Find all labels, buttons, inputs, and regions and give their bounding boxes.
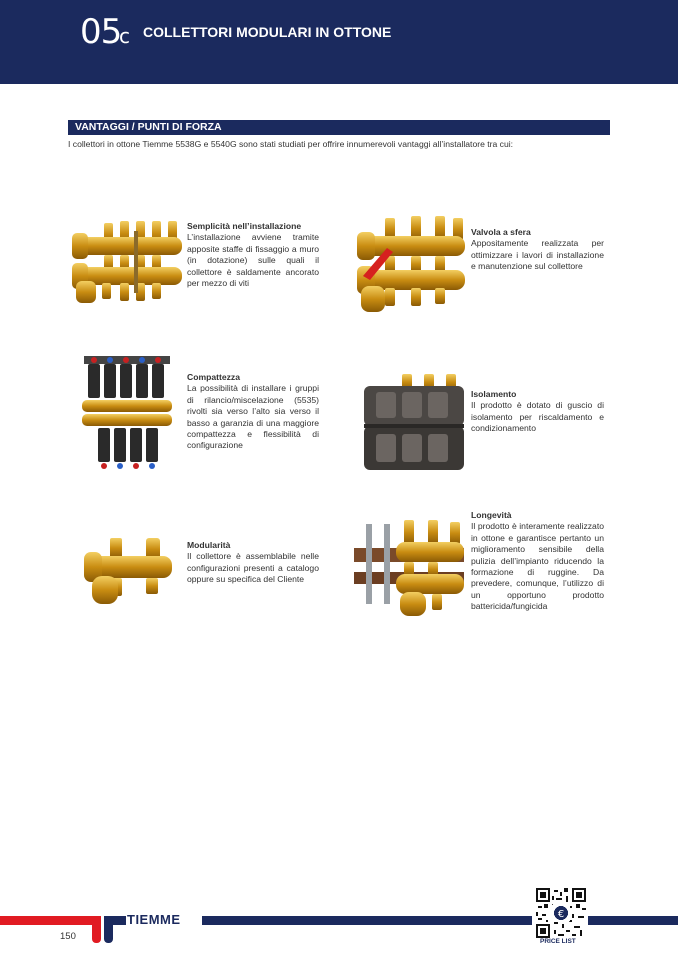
price-list-label: PRICE LIST <box>540 938 576 945</box>
compact-groups-image <box>82 352 172 472</box>
section-number: 05 <box>80 12 122 52</box>
brand-logo: TIEMME <box>127 912 181 927</box>
ball-valve-image <box>355 212 465 314</box>
feature-insulation <box>471 389 604 435</box>
feature-ball-valve <box>471 227 604 273</box>
price-list-qr-code[interactable] <box>536 888 586 938</box>
footer-red-hook <box>92 916 101 943</box>
feature-title: Semplicità nell’installazione <box>187 221 302 231</box>
feature-text: Il collettore è assemblabile nelle configurazioni presenti a catalogo oppure su specifica del Cliente <box>187 551 319 585</box>
footer-red-stripe <box>0 916 100 925</box>
intro-text: I collettori in ottone Tiemme 5538G e 5540G sono stati studiati per offrire innumerevoli vantaggi all’installatore tra cui: <box>68 139 514 149</box>
footer-navy-hook <box>104 916 113 943</box>
feature-text: L’installazione avviene tramite apposite staffe di fissaggio a muro (in dotazione) sulle quali il collettore è saldamente ancorato per mezzo di viti <box>187 232 319 289</box>
manifold-brackets-image <box>72 215 184 307</box>
footer-navy-line <box>202 916 532 925</box>
feature-title: Valvola a sfera <box>471 227 531 237</box>
longevity-manifold-image <box>352 518 466 618</box>
band-label: VANTAGGI / PUNTI DI FORZA <box>75 121 222 133</box>
footer-navy-line-right <box>588 916 678 925</box>
page-header <box>0 0 678 84</box>
feature-title: Longevità <box>471 510 512 520</box>
insulation-shell-image <box>362 372 466 474</box>
feature-modularity <box>187 540 319 586</box>
feature-text: La possibilità di installare i gruppi di rilancio/miscelazione (5535) rivolti sia verso l’alto sia verso il basso a garanzia di una maggiore compattezza e flessibilità di configurazione <box>187 383 319 451</box>
page-number: 150 <box>60 931 76 942</box>
feature-compactness <box>187 372 319 452</box>
feature-title: Modularità <box>187 540 231 550</box>
feature-text: Il prodotto è interamente realizzato in ottone e garantisce pertanto un miglioramento sensibile della pulizia dell’impianto riducendo la formazione di ruggine. Da prevedere, comunque, l’utilizzo di un opportuno prodotto battericida/fungicida <box>471 521 604 612</box>
feature-installation <box>187 221 319 289</box>
feature-text: Il prodotto è dotato di guscio di isolamento per riscaldamento e condizionamento <box>471 400 604 434</box>
feature-longevity <box>471 510 604 613</box>
modular-manifold-image <box>82 536 174 606</box>
section-letter: c <box>119 24 130 48</box>
feature-text: Appositamente realizzata per ottimizzare i lavori di installazione e manutenzione sul collettore <box>471 238 604 272</box>
feature-title: Isolamento <box>471 389 517 399</box>
svg-text:€: € <box>557 909 565 920</box>
feature-title: Compattezza <box>187 372 241 382</box>
section-band <box>68 120 610 135</box>
section-title: COLLETTORI MODULARI IN OTTONE <box>143 24 392 40</box>
